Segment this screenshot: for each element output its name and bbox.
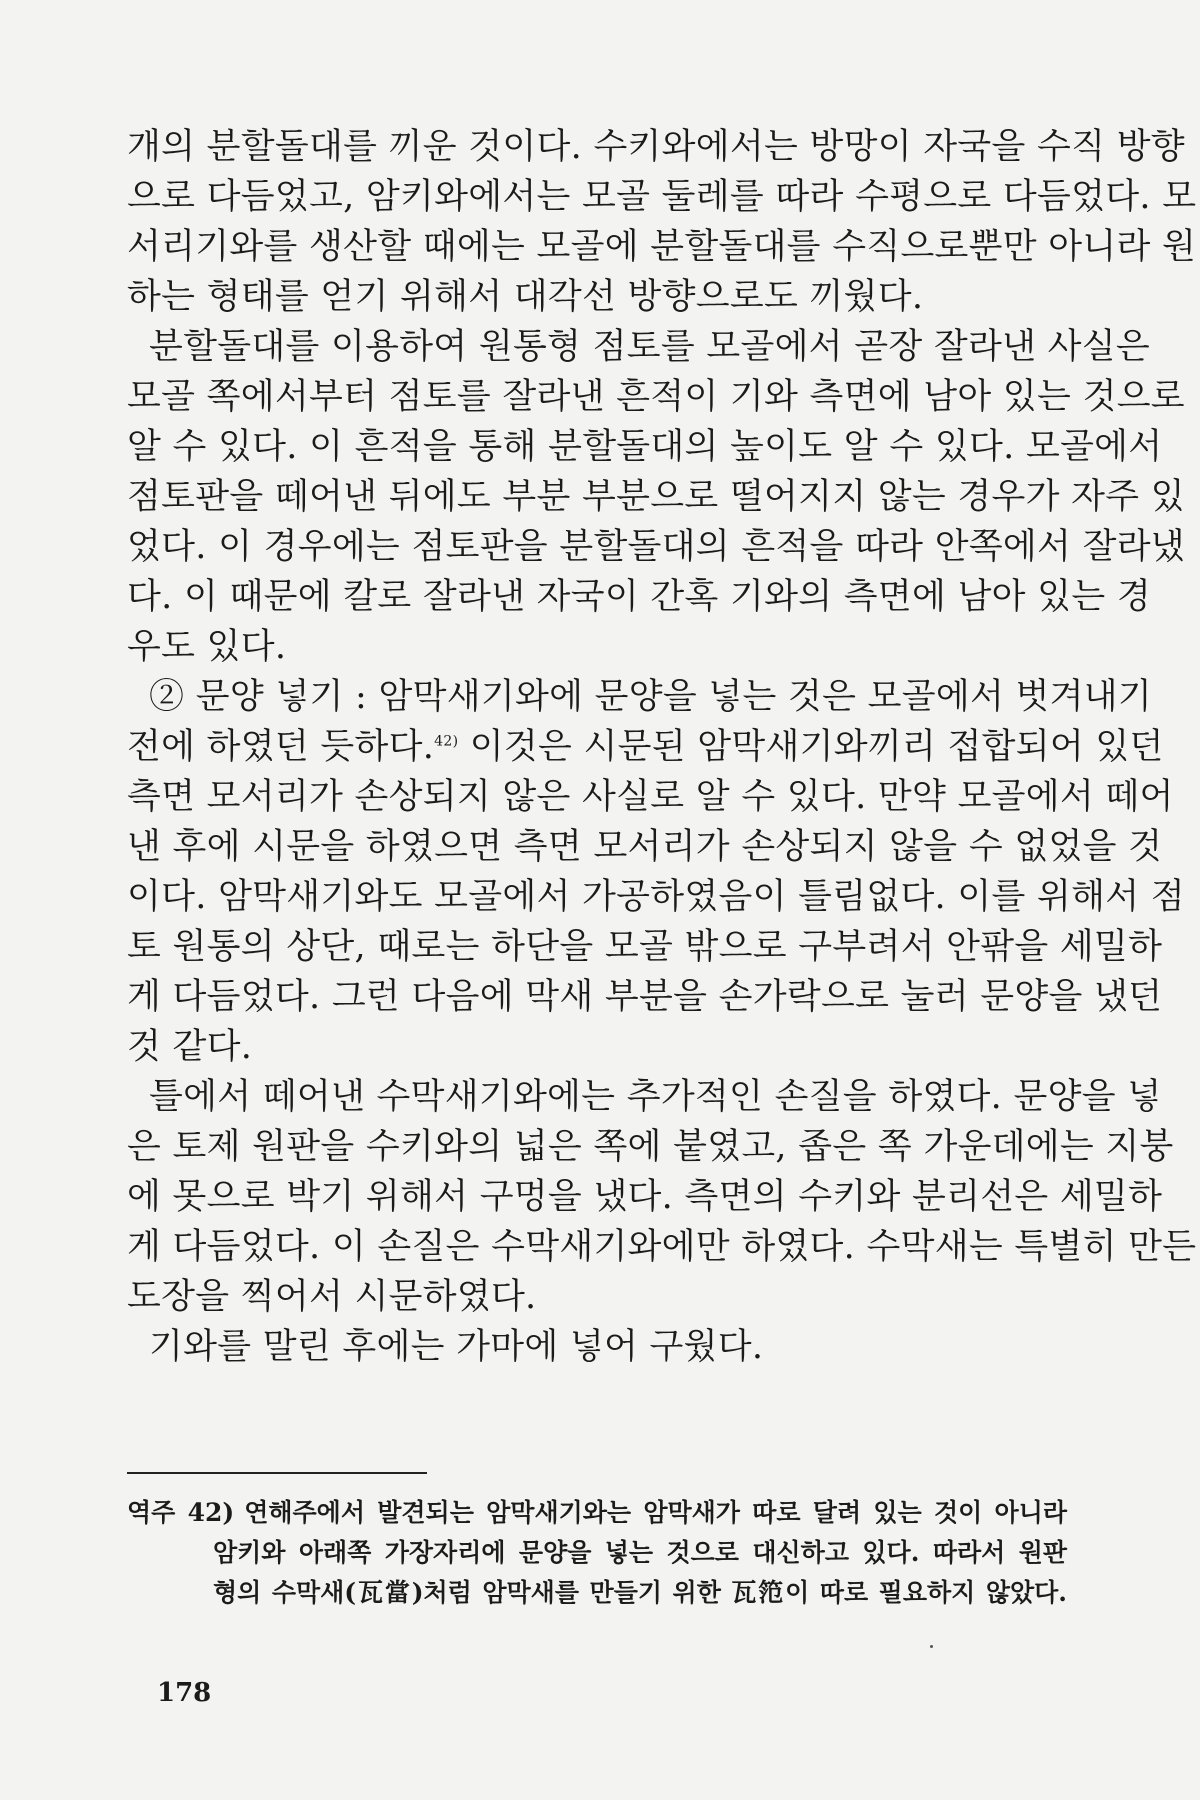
text-line: 알 수 있다. 이 흔적을 통해 분할돌대의 높이도 알 수 있다. 모골에서 (127, 427, 1163, 467)
text-line: 기와를 말린 후에는 가마에 넣어 구웠다. (149, 1327, 764, 1367)
text-line: 게 다듬었다. 그런 다음에 막새 부분을 손가락으로 눌러 문양을 냈던 (127, 977, 1163, 1017)
text-line: 으로 다듬었고, 암키와에서는 모골 둘레를 따라 수평으로 다듬었다. 모 (127, 177, 1197, 217)
text-line: 다. 이 때문에 칼로 잘라낸 자국이 간혹 기와의 측면에 남아 있는 경 (127, 577, 1151, 617)
text-line: 모골 쪽에서부터 점토를 잘라낸 흔적이 기와 측면에 남아 있는 것으로 (127, 377, 1185, 417)
text-line: ② 문양 넣기 : 암막새기와에 문양을 넣는 것은 모골에서 벗겨내기 (149, 677, 1152, 717)
text-line: 틀에서 떼어낸 수막새기와에는 추가적인 손질을 하였다. 문양을 넣 (149, 1077, 1162, 1117)
footnote-line (127, 1493, 1067, 1533)
footnote-line: 형의 수막새(瓦當)처럼 암막새를 만들기 위한 瓦笵이 따로 필요하지 않았다. (213, 1578, 1067, 1607)
text-line: 서리기와를 생산할 때에는 모골에 분할돌대를 수직으로뿐만 아니라 원 (127, 227, 1197, 267)
footnote-line: 암키와 아래쪽 가장자리에 문양을 넣는 것으로 대신하고 있다. 따라서 원판 (213, 1538, 1067, 1567)
text-line (127, 722, 1164, 772)
text-line: 도장을 찍어서 시문하였다. (127, 1277, 537, 1317)
text-line: 에 못으로 박기 위해서 구멍을 냈다. 측면의 수키와 분리선은 세밀하 (127, 1177, 1163, 1217)
text-line: 었다. 이 경우에는 점토판을 분할돌대의 흔적을 따라 안쪽에서 잘라냈 (127, 527, 1185, 567)
footnote-divider (127, 1472, 427, 1474)
text-segment: 전에 하였던 듯하다. (127, 727, 435, 767)
text-line: 게 다듬었다. 이 손질은 수막새기와에만 하였다. 수막새는 특별히 만든 (127, 1227, 1197, 1267)
text-segment: 이것은 시문된 암막새기와끼리 접합되어 있던 (458, 727, 1164, 767)
footnote (127, 1493, 1067, 1613)
page-number: 178 (157, 1678, 212, 1708)
text-line: 측면 모서리가 손상되지 않은 사실로 알 수 있다. 만약 모골에서 떼어 (127, 777, 1174, 817)
text-line: 토 원통의 상단, 때로는 하단을 모골 밖으로 구부려서 안팎을 세밀하 (127, 927, 1163, 967)
text-line: 낸 후에 시문을 하였으면 측면 모서리가 손상되지 않을 수 없었을 것 (127, 827, 1163, 867)
footnote-reference: 42) (434, 733, 459, 750)
text-line: 은 토제 원판을 수키와의 넓은 쪽에 붙였고, 좁은 쪽 가운데에는 지붕 (127, 1127, 1174, 1167)
text-line: 우도 있다. (127, 627, 287, 667)
text-line: 것 같다. (127, 1027, 253, 1067)
print-speck (930, 1645, 933, 1648)
footnote-text: 연해주에서 발견되는 암막새기와는 암막새가 따로 달려 있는 것이 아니라 (244, 1498, 1068, 1527)
text-line: 하는 형태를 얻기 위해서 대각선 방향으로도 끼웠다. (127, 277, 924, 317)
text-line: 개의 분할돌대를 끼운 것이다. 수키와에서는 방망이 자국을 수직 방향 (127, 127, 1185, 167)
footnote-label: 역주 42) (127, 1498, 235, 1527)
body-text (127, 122, 1197, 1372)
text-line: 분할돌대를 이용하여 원통형 점토를 모골에서 곧장 잘라낸 사실은 (149, 327, 1150, 367)
text-line: 이다. 암막새기와도 모골에서 가공하였음이 틀림없다. 이를 위해서 점 (127, 877, 1185, 917)
text-line: 점토판을 떼어낸 뒤에도 부분 부분으로 떨어지지 않는 경우가 자주 있 (127, 477, 1185, 517)
